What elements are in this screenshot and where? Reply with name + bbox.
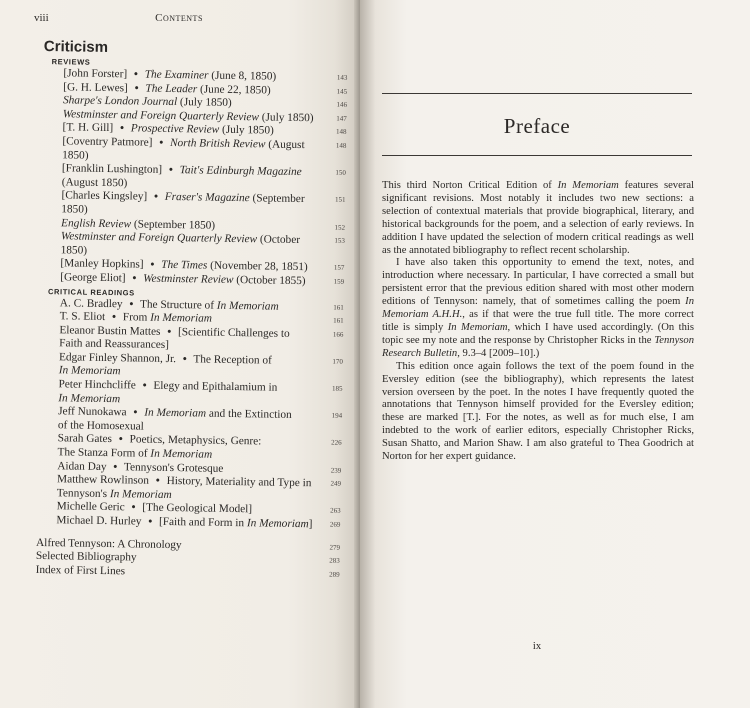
- entry-text: Eleanor Bustin Mattes: [59, 323, 164, 338]
- section-title: Criticism: [43, 38, 109, 57]
- reviews-heading: REVIEWS: [51, 57, 91, 67]
- bullet: •: [133, 406, 138, 419]
- page-number: 269: [329, 520, 341, 529]
- entry-text: , 9.3–4 [2009–10].): [457, 347, 540, 359]
- table-of-contents: [35, 38, 348, 582]
- entry-text: Westminster and Foreign Quarterly Review: [60, 230, 258, 246]
- bullet: •: [118, 433, 123, 446]
- entry-text: Westminster Review: [143, 272, 234, 286]
- entry-text: Fraser's Magazine: [164, 191, 250, 205]
- entry-text: [The Geological Model]: [139, 501, 253, 516]
- reviews-list: [40, 67, 348, 289]
- entry-text: The Structure of: [137, 298, 217, 312]
- entry-text: features several significant revisions. Most notably it includes two new sections: a selection of contextual materials that provide biographical, literary, and historical backgrounds for the poem, and a selection of early reviews. In addition I have updated the selection of modern critical readings as well as the annotated bibliography to reflect recent scholarship.: [382, 180, 694, 256]
- entry-text: Michelle Geric: [56, 500, 128, 514]
- entry-text: T. S. Eliot: [59, 310, 109, 324]
- entry-text: [Scientific Challenges to: [175, 325, 290, 340]
- entry-text: Sharpe's London Journal: [62, 94, 178, 109]
- page-number: 150: [335, 168, 346, 177]
- page-number: 143: [336, 73, 348, 82]
- entry-text: , which I have used accordingly. (On this topic see my note and the response by Christopher Ricks in the: [382, 321, 694, 346]
- bullet: •: [168, 164, 173, 177]
- entry-text: The Reception of: [190, 353, 272, 367]
- entry-text: [George Eliot]: [60, 271, 129, 285]
- entry-text: Tennyson Research Bulletin: [382, 334, 694, 359]
- entry-text: (September 1850): [61, 192, 305, 216]
- entry-text: [Coventry Patmore]: [62, 135, 156, 149]
- page-number: 159: [333, 277, 345, 286]
- preface-paragraph: [382, 180, 694, 257]
- entry-text: [Faith and Form in: [156, 515, 247, 530]
- bullet: •: [113, 460, 118, 473]
- bottom-rule: [382, 155, 692, 156]
- entry-text: (August 1850): [62, 138, 305, 162]
- entry-text: (November 28, 1851): [207, 259, 308, 274]
- top-rule: [382, 93, 692, 94]
- critical-readings-heading: CRITICAL READINGS: [47, 286, 135, 297]
- page-number: 283: [329, 556, 340, 565]
- entry-text: [T. H. Gill]: [62, 121, 117, 135]
- entry-text: (October 1850): [60, 233, 301, 257]
- bullet: •: [133, 68, 139, 81]
- entry-text: (July 1850): [177, 96, 232, 110]
- bullet: •: [134, 82, 139, 95]
- page-number: 289: [329, 570, 340, 579]
- entry-text: History, Materiality and Type in: [163, 475, 312, 490]
- entry-text: (October 1855): [233, 273, 306, 288]
- page-number: 152: [334, 223, 346, 232]
- bullet: •: [182, 353, 187, 366]
- entry-text: Selected Bibliography: [35, 550, 137, 564]
- preface-paragraph: [382, 257, 694, 360]
- page-number: 161: [333, 303, 344, 312]
- entry-text: Matthew Rowlinson: [56, 473, 152, 487]
- entry-text: Tennyson's Grotesque: [121, 460, 224, 475]
- page-number: 239: [330, 466, 342, 475]
- page-number: 185: [331, 384, 343, 393]
- entry-text: Aidan Day: [57, 459, 110, 473]
- entry-text: In Memoriam: [109, 487, 172, 501]
- entry-text: Michael D. Hurley: [56, 514, 145, 528]
- entry-continuation: In Memoriam: [58, 391, 121, 405]
- entry-continuation: (August 1850): [61, 176, 128, 190]
- entry-text: Westminster and Foreign Quarterly Review: [62, 108, 260, 124]
- entry-text: Prospective Review: [130, 122, 220, 137]
- page-number: 145: [336, 87, 348, 96]
- left-folio: viii: [34, 12, 49, 24]
- entry-text: The Examiner: [144, 68, 209, 82]
- page-number: 263: [330, 506, 341, 516]
- page-number: 170: [332, 357, 344, 366]
- entry-text: [Charles Kingsley]: [61, 189, 151, 204]
- page-number: 148: [335, 141, 347, 150]
- entry-text: In Memoriam: [557, 180, 619, 191]
- entry-text: I have also taken this opportunity to emend the text, notes, and introduction where necessary. In particular, I have corrected a small but persistent error that the previous edition shared with most other modern editions of Tennyson: namely, that of sometimes calling the poem: [382, 257, 694, 308]
- entry-text: The Stanza Form of: [57, 446, 151, 460]
- entry-text: (September 1850): [130, 217, 216, 232]
- entry-text: [G. H. Lewes]: [63, 80, 131, 94]
- entry-text: (June 8, 1850): [208, 69, 277, 83]
- preface-title: Preface: [503, 114, 571, 138]
- page-number: 151: [334, 195, 346, 205]
- entry-text: Sarah Gates: [57, 432, 115, 446]
- page-number: 157: [333, 263, 345, 273]
- entry-text: North British Review: [169, 136, 266, 151]
- entry-text: Tait's Edinburgh Magazine: [179, 164, 302, 179]
- left-page: [0, 0, 360, 708]
- entry-text: (July 1850): [258, 111, 314, 125]
- bullet: •: [119, 122, 125, 135]
- entry-text: ]: [308, 518, 313, 531]
- entry-text: In Memoriam: [150, 311, 213, 325]
- entry-text: In Memoriam: [150, 447, 213, 461]
- bullet: •: [111, 311, 117, 324]
- bullet: •: [142, 379, 147, 392]
- entry-text: Alfred Tennyson: A Chronology: [35, 536, 182, 551]
- bullet: •: [129, 297, 134, 310]
- entry-text: The Leader: [145, 82, 198, 96]
- entry-text: Edgar Finley Shannon, Jr.: [58, 351, 179, 366]
- entry-text: [Manley Hopkins]: [60, 257, 147, 271]
- page-number: 147: [336, 114, 347, 123]
- bullet: •: [167, 325, 172, 338]
- running-title: Contents: [155, 12, 203, 24]
- entry-text: Tennyson's: [56, 487, 110, 500]
- bullet: •: [132, 272, 137, 285]
- preface-paragraph: [382, 361, 694, 464]
- entry-text: Jeff Nunokawa: [58, 405, 130, 419]
- bullet: •: [159, 136, 164, 149]
- page-number: 249: [330, 479, 342, 488]
- entry-text: [John Forster]: [63, 67, 131, 81]
- page-number: 166: [332, 330, 344, 339]
- entry-continuation: In Memoriam: [58, 364, 121, 378]
- entry-text: In Memoriam: [447, 321, 508, 333]
- right-folio: ix: [532, 641, 542, 652]
- bullet: •: [131, 501, 136, 514]
- page-number: 194: [331, 411, 343, 420]
- entry-text: In Memoriam: [144, 406, 207, 420]
- page-number: 148: [335, 127, 347, 137]
- entry-text: This third Norton Critical Edition of: [382, 180, 558, 191]
- bullet: •: [148, 515, 153, 528]
- critical-readings-list: [36, 296, 344, 532]
- entry-text: The Times: [161, 259, 208, 272]
- entry-continuation: of the Homosexual: [57, 419, 144, 433]
- entry-text: [Franklin Lushington]: [61, 162, 165, 177]
- entry-text: English Review: [61, 216, 132, 230]
- entry-text: Poetics, Metaphysics, Genre:: [126, 433, 262, 448]
- entry-text: and the Extinction: [205, 407, 292, 422]
- page-number: 279: [329, 543, 341, 552]
- entry-text: In Memoriam: [246, 517, 309, 531]
- page-number: 161: [333, 316, 344, 325]
- page-number: 226: [331, 438, 342, 448]
- page-number: 146: [336, 100, 348, 109]
- entry-text: From: [119, 311, 151, 324]
- bullet: •: [150, 259, 155, 272]
- entry-text: (June 22, 1850): [197, 83, 271, 97]
- entry-text: Peter Hinchcliffe: [58, 378, 139, 392]
- bullet: •: [155, 475, 160, 488]
- entry-text: Elegy and Epithalamium in: [150, 379, 278, 394]
- backmatter-list: [35, 536, 341, 582]
- entry-text: In Memoriam A.H.H.: [382, 296, 694, 321]
- entry-text: Index of First Lines: [35, 563, 126, 578]
- entry-text: This edition once again follows the text of the poem found in the Eversley edition (see the bibliography), which represents the latest version overseen by the poet. In the notes I have frequently quoted the annotations that Tennyson himself provided for the Eversley edition; these are marked [T.]. For the notes, as well as for much else, I am indebted to the work of earlier editors, especially Christopher Ricks, Susan Shatto, and Marion Shaw. I am also grateful to Thea Goodrich at Norton for her expert guidance.: [382, 360, 694, 463]
- bullet: •: [153, 191, 159, 204]
- entry-text: , as if that were the true full title. The more correct title is simply: [382, 309, 694, 333]
- entry-text: In Memoriam: [216, 299, 279, 313]
- entry-text: A. C. Bradley: [59, 296, 126, 310]
- entry-text: (July 1850): [219, 124, 274, 137]
- preface-body: [382, 180, 694, 464]
- page-number: 153: [334, 236, 345, 245]
- entry-continuation: Faith and Reassurances]: [59, 337, 170, 352]
